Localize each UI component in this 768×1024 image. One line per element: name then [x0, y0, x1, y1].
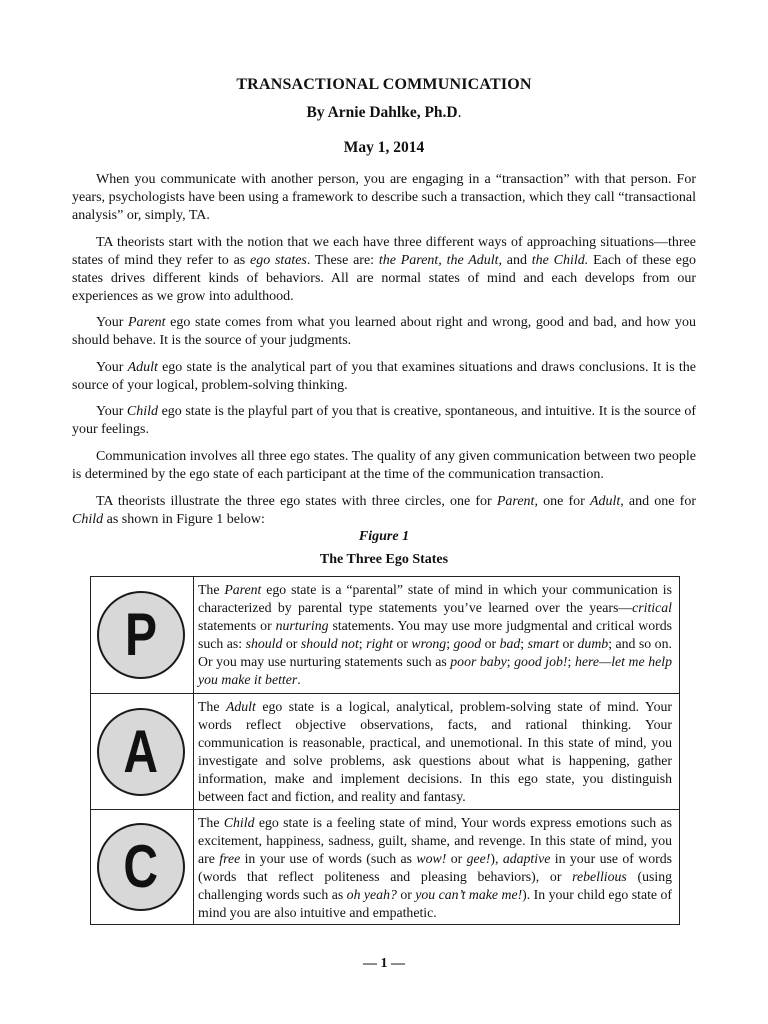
circle-cell — [91, 810, 194, 924]
italic-text: adaptive — [502, 851, 551, 867]
author-name: By Arnie Dahlke, Ph.D — [306, 104, 458, 121]
text-run: . — [297, 672, 301, 688]
document-date: May 1, 2014 — [343, 139, 425, 156]
circle-cell — [91, 577, 194, 693]
text-run: statements or — [198, 618, 276, 634]
paragraph — [72, 448, 696, 484]
italic-text: Parent — [496, 493, 535, 509]
document-title: TRANSACTIONAL COMMUNICATION — [236, 76, 532, 93]
italic-text: dumb — [577, 636, 609, 652]
text-run: in your use of words (such as — [240, 851, 417, 867]
text-run: or — [392, 636, 412, 652]
italic-text: wrong — [411, 636, 447, 652]
figure-label: Figure 1 — [358, 529, 410, 544]
italic-text: smart — [527, 636, 560, 652]
italic-text: Child — [223, 815, 255, 830]
italic-text: oh yeah? — [346, 887, 397, 903]
text-run: or — [446, 851, 467, 867]
parent-description — [198, 581, 672, 690]
text-run: ; — [358, 636, 367, 652]
text-run: Your — [96, 315, 128, 331]
text-run: in your use of words (words that reflect politeness and pleasing behaviors), or — [198, 851, 672, 885]
italic-text: nurturing — [275, 618, 329, 634]
text-run: statements. You may use more judgmental and critical words such as: — [198, 618, 672, 652]
text-run: or — [282, 636, 301, 652]
text-run: ego state is a logical, analytical, problem-solving state of mind. Your words reflect objective observations, facts, and rational thinking. Your communication is reasonable, practical, and unemotional. In this state of mind, you investigate and solve problems, ask questions about what is happening, gather information, make and implement decisions. In this ego state, you distinguish between fact and fiction, and reality and fantasy. — [198, 699, 672, 805]
adult-description — [198, 698, 672, 807]
italic-text: the Parent, the Adult, — [378, 252, 503, 268]
text-run: ego state is the playful part of you that is creative, spontaneous, and intuitive. It is the source of your feelings. — [72, 404, 696, 438]
italic-text: poor baby — [450, 654, 507, 670]
text-run: . These are: — [306, 252, 379, 268]
text-run: ; — [520, 636, 528, 652]
byline-period: . — [457, 104, 462, 121]
italic-text: right — [366, 636, 393, 652]
italic-text: Adult — [127, 359, 158, 375]
circle-cell — [91, 694, 194, 809]
parent-row — [91, 577, 679, 694]
text-run: or — [396, 887, 416, 903]
text-run: TA theorists illustrate the three ego states with three circles, one for — [96, 493, 497, 509]
paragraph — [72, 493, 696, 529]
text-run: The — [198, 582, 225, 597]
text-run: Your — [96, 359, 128, 375]
italic-text: wow! — [416, 851, 447, 867]
text-run: The — [198, 815, 224, 830]
italic-text: critical — [632, 600, 672, 616]
text-run: ), — [490, 851, 503, 867]
text-run: and — [502, 252, 532, 268]
text-run: ego state is the analytical part of you that examines situations and draws conclusions. It is the source of your logical, problem-solving thinking. — [72, 359, 696, 393]
paragraph — [72, 171, 696, 225]
adult-row — [91, 694, 679, 810]
parent-circle-icon — [97, 591, 185, 679]
text-run: ; — [506, 654, 515, 670]
text-run: Communication involves all three ego states. The quality of any given communication between two people is determined by the ego state of each participant at the time of the communication transaction. — [72, 448, 696, 482]
text-run: , one for — [534, 493, 590, 509]
italic-text: gee! — [466, 851, 491, 867]
text-run: ego state is a “parental” state of mind in which your communication is characterized by parental type statements you’ve learned over the years— — [198, 582, 673, 616]
paragraph — [72, 314, 696, 350]
child-circle-icon — [97, 823, 185, 911]
adult-letter: A — [123, 718, 159, 785]
italic-text: Child — [126, 404, 159, 420]
body-text — [72, 171, 696, 537]
ego-states-table — [90, 576, 680, 925]
adult-circle-icon — [97, 708, 185, 796]
text-run: (using challenging words such as — [198, 869, 672, 903]
italic-text: should not — [300, 636, 359, 652]
italic-text: good — [453, 636, 482, 652]
italic-text: bad — [499, 636, 521, 652]
text-run: ego state is a feeling state of mind, Your words express emotions such as excitement, happiness, sadness, guilt, shame, and revenge. In this state of mind, you are — [198, 815, 672, 867]
text-run: The — [198, 699, 226, 714]
text-run: or — [559, 636, 578, 652]
author-byline — [0, 104, 768, 122]
paragraph — [72, 403, 696, 439]
text-run: as shown in Figure 1 below: — [103, 511, 265, 527]
italic-text: free — [219, 851, 241, 867]
text-run: ; — [446, 636, 454, 652]
italic-text: the Child. — [531, 252, 589, 268]
italic-text: Parent — [127, 315, 166, 331]
italic-text: Child — [72, 511, 104, 527]
text-run: When you communicate with another person, you are engaging in a “transaction” with that person. For years, psychologists have been using a framework to describe such a transaction, which they call “transactional analysis” or, simply, TA. — [72, 172, 696, 223]
child-letter: C — [123, 833, 159, 900]
italic-text: here—let me help you make it better — [198, 654, 672, 688]
text-run: ; and so on. Or you may use nurturing statements such as — [198, 636, 672, 670]
italic-text: Adult — [225, 699, 256, 714]
child-description — [198, 814, 672, 923]
child-row — [91, 810, 679, 924]
text-run: ). In your child ego state of mind you are also intuitive and empathetic. — [198, 887, 672, 921]
text-run: Each of these ego states drives different kinds of behaviors. All are normal states of mind and each develops from our experiences as we grow into adulthood. — [72, 252, 696, 304]
italic-text: should — [245, 636, 283, 652]
paragraph — [72, 359, 696, 395]
parent-letter: P — [124, 601, 158, 668]
text-run: or — [481, 636, 500, 652]
italic-text: Parent — [224, 582, 262, 597]
text-run: ego state comes from what you learned about right and wrong, good and bad, and how you should behave. It is the source of your judgments. — [72, 315, 697, 349]
italic-text: good job! — [514, 654, 568, 670]
paragraph — [72, 234, 696, 306]
text-run: , and one for — [620, 493, 696, 509]
figure-title: The Three Ego States — [319, 552, 449, 567]
italic-text: rebellious — [572, 869, 627, 885]
page-number: — 1 — — [363, 956, 405, 971]
italic-text: ego states — [250, 252, 307, 268]
text-run: Your — [96, 404, 127, 420]
italic-text: you can’t make me! — [415, 887, 523, 903]
text-run: TA theorists start with the notion that we each have three different ways of approaching situations—three states of mind they refer to as — [72, 234, 696, 268]
text-run: ; — [567, 654, 575, 670]
italic-text: Adult — [589, 493, 621, 509]
